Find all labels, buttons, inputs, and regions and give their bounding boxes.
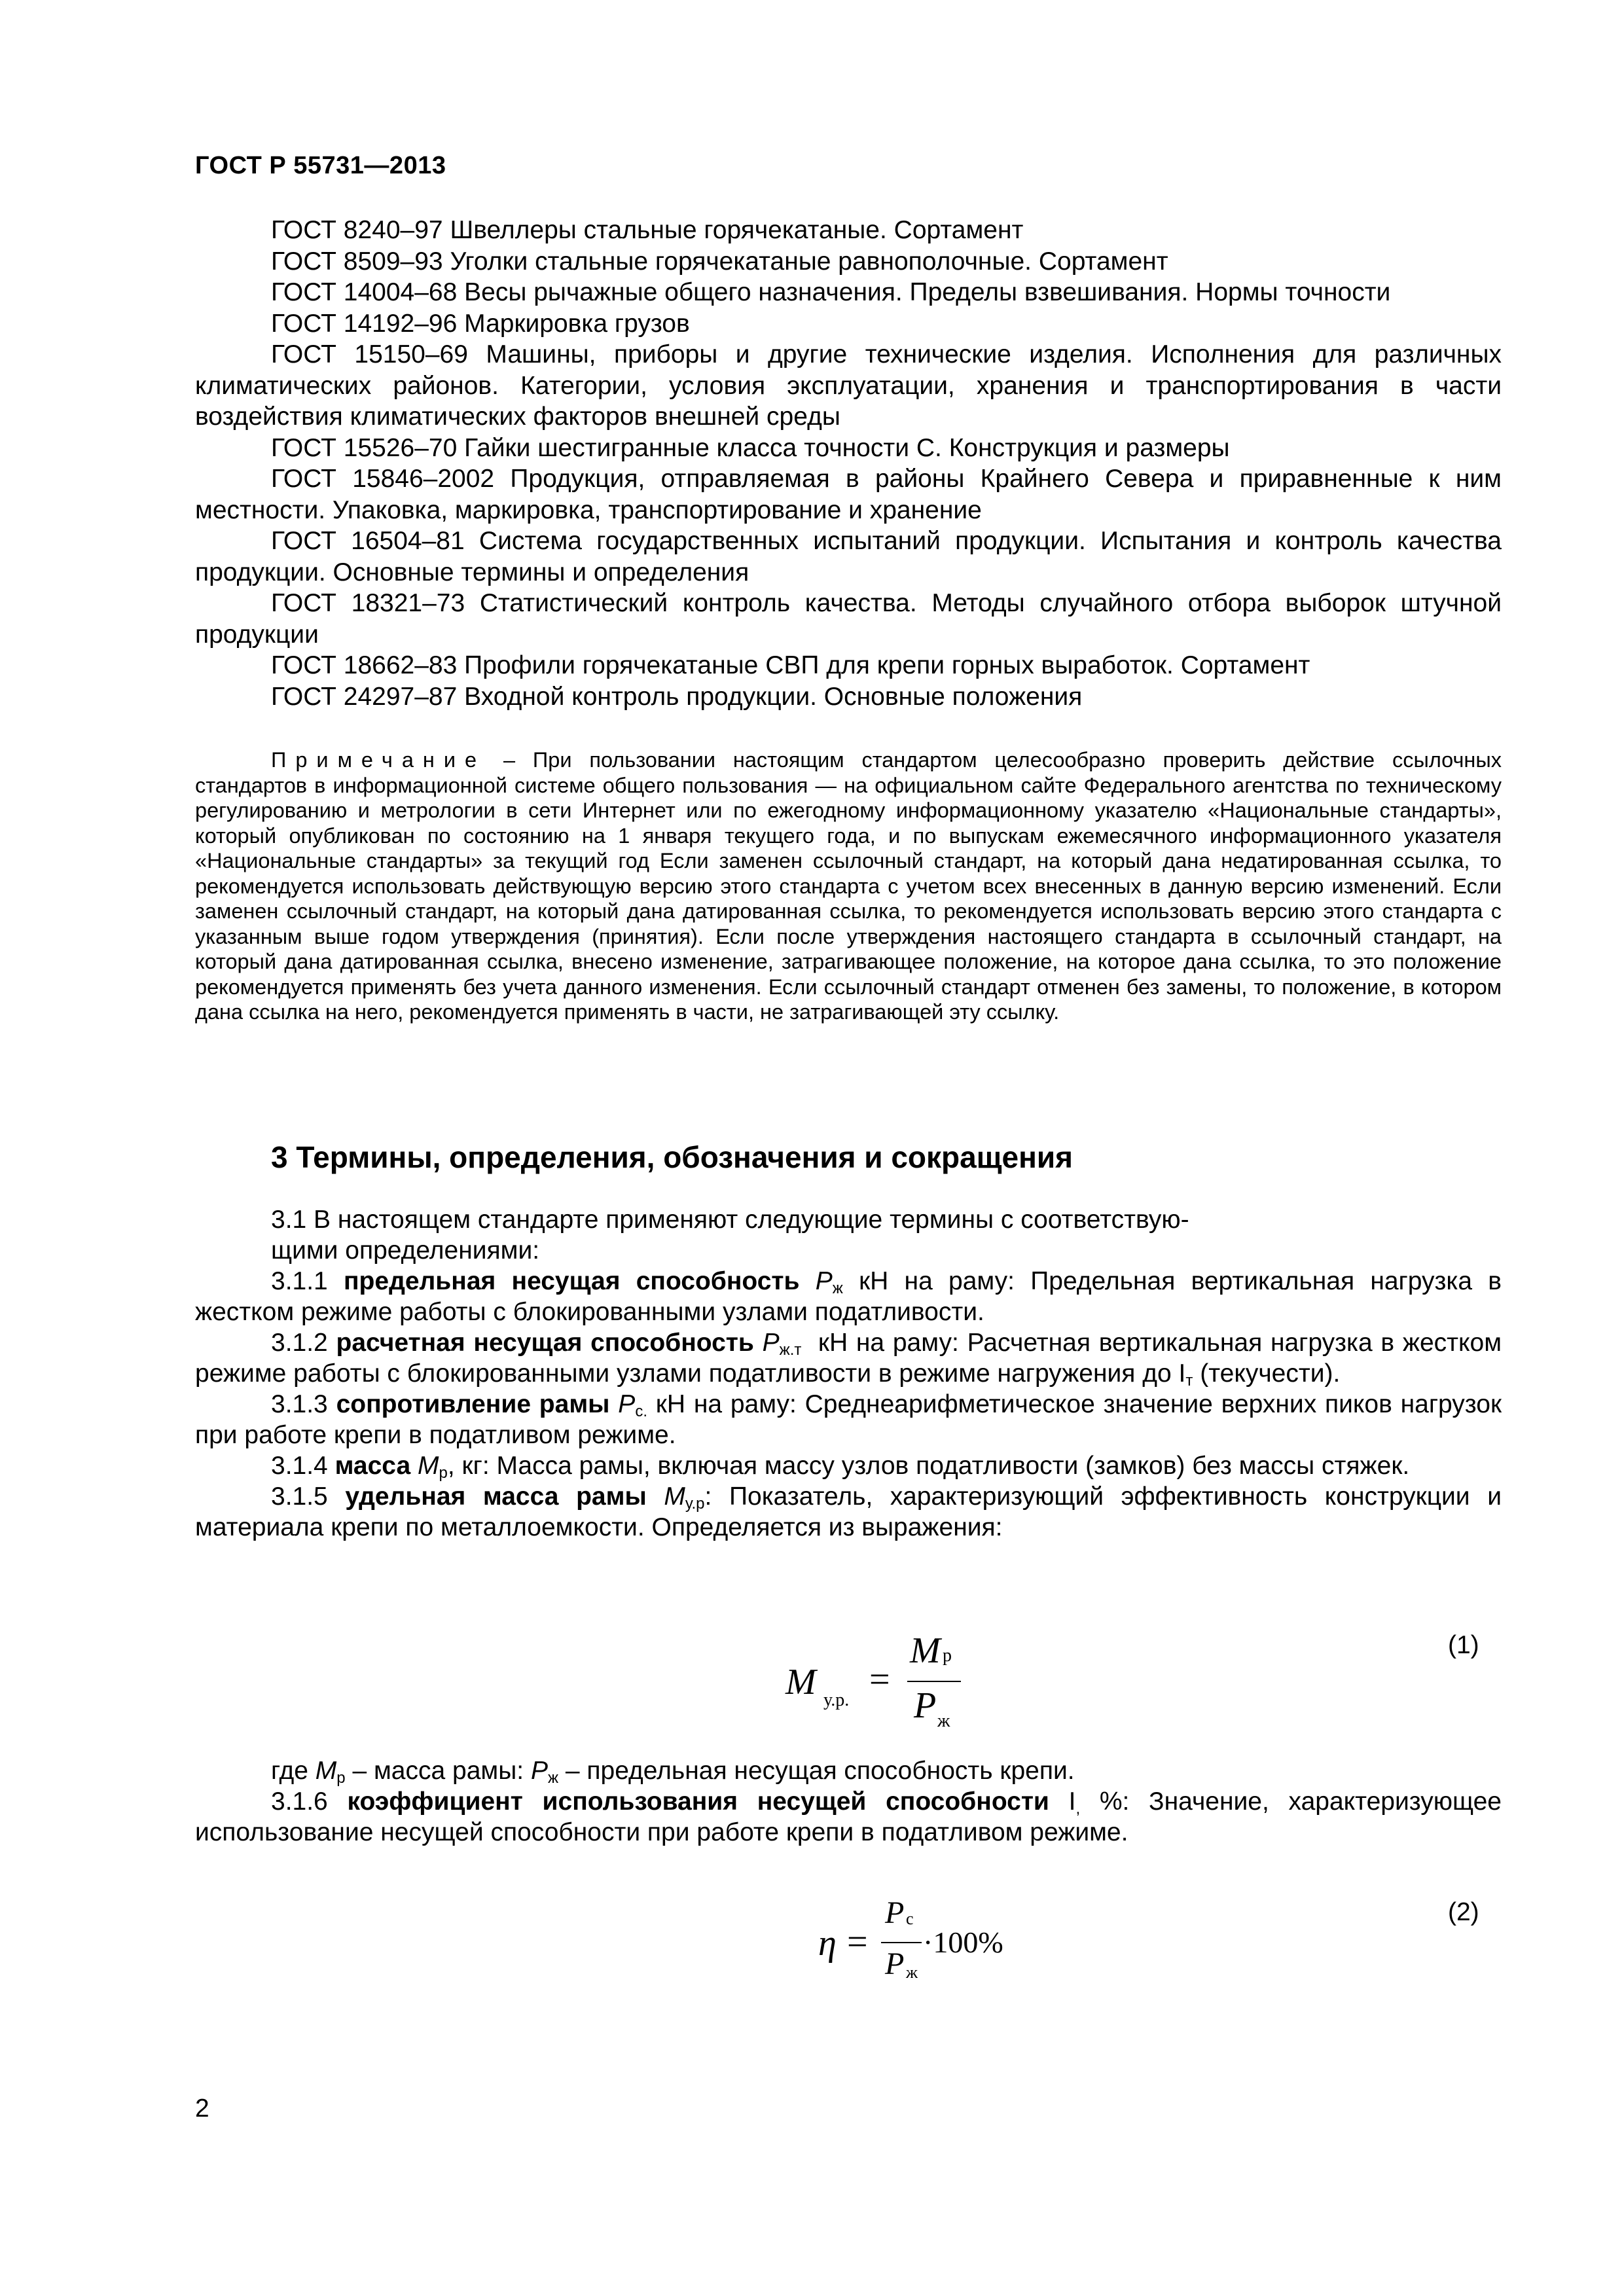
formula-2 xyxy=(818,1895,1054,1993)
note-block xyxy=(195,747,1502,1025)
formula-2-numerator: P xyxy=(885,1895,905,1930)
formula-1-numerator: M xyxy=(910,1630,941,1671)
terms-section-continued xyxy=(195,1755,1502,1848)
reference-item: ГОСТ 14192–96 Маркировка грузов xyxy=(271,309,690,338)
formula-1-denominator: P xyxy=(914,1685,937,1726)
term-3-1-5: 3.1.5 удельная масса рамы $M_{у.р}$: Показатель, характеризующий эффективность конструкции и материала крепи по металлоемкости. Определяется из выражения: xyxy=(195,1482,1502,1541)
reference-item: ГОСТ 24297–87 Входной контроль продукции. Основные положения xyxy=(271,682,1083,711)
page-number: 2 xyxy=(195,2094,209,2123)
reference-item: ГОСТ 15846–2002 Продукция, отправляемая в районы Крайнего Севера и приравненные к ним местности. Упаковка, маркировка, транспортирование и хранение xyxy=(195,465,1502,524)
reference-item: ГОСТ 15526–70 Гайки шестигранные класса точности С. Конструкция и размеры xyxy=(271,433,1230,462)
reference-item: ГОСТ 8509–93 Уголки стальные горячекатаные равнополочные. Сортамент xyxy=(271,247,1168,276)
normative-references xyxy=(195,215,1502,712)
intro-line: щими определениями: xyxy=(271,1236,540,1265)
formula-1-legend: где $M_р$ – масса рамы: $P_ж$ – предельная несущая способность крепи. xyxy=(271,1757,1075,1787)
note-text: – При пользовании настоящим стандартом целесообразно проверить действие ссылочных стандартов в информационной системе общего пользования — на официальном сайте Федерального агентства по техническому регулированию и метрологии в сети Интернет или по ежегодному информационному указателю «Национальные стандарты», который опубликован по состоянию на 1 января текущего года, и по выпускам ежемесячного информационного указателя «Национальные стандарты» за текущий год Если заменен ссылочный стандарт, на который дана недатированная ссылка, то рекомендуется использовать действующую версию этого стандарта с учетом всех внесенных в данную версию изменений. Если заменен ссылочный стандарт, на который дана датированная ссылка, то рекомендуется использовать версию этого стандарта с указанным выше годом утверждения (принятия). Если после утверждения настоящего стандарта в ссылочный стандарт, на который дана датированная ссылка, внесено изменение, затрагивающее положение, на которое дана ссылка, то это положение рекомендуется применять без учета данного изменения. Если ссылочный стандарт отменен без замены, то положение, в котором дана ссылка на него, рекомендуется применять в части, не затрагивающей эту ссылку. xyxy=(195,748,1502,1024)
document-header: ГОСТ Р 55731—2013 xyxy=(195,152,446,179)
formula-2-denominator: P xyxy=(885,1946,905,1981)
note-paragraph xyxy=(195,747,1502,1025)
reference-item: ГОСТ 16504–81 Система государственных испытаний продукции. Испытания и контроль качества продукции. Основные термины и определения xyxy=(195,527,1502,586)
terms-section xyxy=(195,1204,1502,1543)
formula-2-fraction-bar xyxy=(881,1942,922,1943)
reference-item: ГОСТ 8240–97 Швеллеры стальные горячекатаные. Сортамент xyxy=(271,216,1024,244)
formula-1-lhs: M xyxy=(785,1662,816,1702)
term-3-1-3: 3.1.3 сопротивление рамы $P_{с.}$ кН на раму: Среднеарифметическое значение верхних пиков нагрузок при работе крепи в податливом режиме. xyxy=(195,1390,1502,1449)
reference-item: ГОСТ 18662–83 Профили горячекатаные СВП для крепи горных выработок. Сортамент xyxy=(271,651,1310,679)
formula-2-multiplier: ·100% xyxy=(923,1926,1003,1959)
term-3-1-4: 3.1.4 масса $M_р$, кг: Масса рамы, включая массу узлов податливости (замков) без массы стяжек. xyxy=(271,1452,1410,1482)
term-3-1-2: 3.1.2 расчетная несущая способность $P_{ж.т}$ кН на раму: Расчетная вертикальная нагрузка в жестком режиме работы с блокированными узлами податливости в режиме нагружения до $I_т$ (текучести). xyxy=(195,1329,1502,1390)
formula-1 xyxy=(785,1630,982,1748)
formula-1-number: (1) xyxy=(1448,1631,1479,1659)
formula-2-lhs: η xyxy=(818,1923,837,1964)
formula-1-eq: = xyxy=(869,1659,890,1700)
reference-item: ГОСТ 15150–69 Машины, приборы и другие технические изделия. Исполнения для различных климатических районов. Категории, условия эксплуатации, хранения и транспортирования в части воздействия климатических факторов внешней среды xyxy=(195,340,1502,431)
note-label: Примечание xyxy=(271,748,486,772)
formula-1-lhs-sub: у.р. xyxy=(823,1690,850,1710)
symbol-placeholder: I xyxy=(1068,1787,1076,1816)
term-3-1-6: 3.1.6 коэффициент использования несущей способности $I_,$ %: Значение, характеризующее использование несущей способности при работе крепи в податливом режиме. xyxy=(195,1787,1502,1846)
section-title: 3 Термины, определения, обозначения и сокращения xyxy=(271,1140,1073,1174)
formula-2-eq: = xyxy=(847,1922,868,1962)
symbol-placeholder: I xyxy=(1178,1359,1186,1388)
formula-1-fraction-bar xyxy=(907,1681,961,1682)
formula-1-num-sub: р xyxy=(943,1645,952,1666)
formula-1-den-sub: ж xyxy=(937,1711,950,1731)
formula-2-number: (2) xyxy=(1448,1898,1479,1926)
term-3-1-1: 3.1.1 предельная несущая способность $P_ж$ кН на раму: Предельная вертикальная нагрузка в жестком режиме работы с блокированными узлами податливости. xyxy=(195,1267,1502,1326)
intro-line: 3.1 В настоящем стандарте применяют следующие термины с соответствую- xyxy=(271,1206,1189,1234)
formula-2-den-sub: ж xyxy=(906,1963,918,1982)
reference-item: ГОСТ 14004–68 Весы рычажные общего назначения. Пределы взвешивания. Нормы точности xyxy=(271,278,1391,306)
reference-item: ГОСТ 18321–73 Статистический контроль качества. Методы случайного отбора выборок штучной продукции xyxy=(195,589,1502,649)
formula-2-num-sub: с xyxy=(906,1909,914,1928)
